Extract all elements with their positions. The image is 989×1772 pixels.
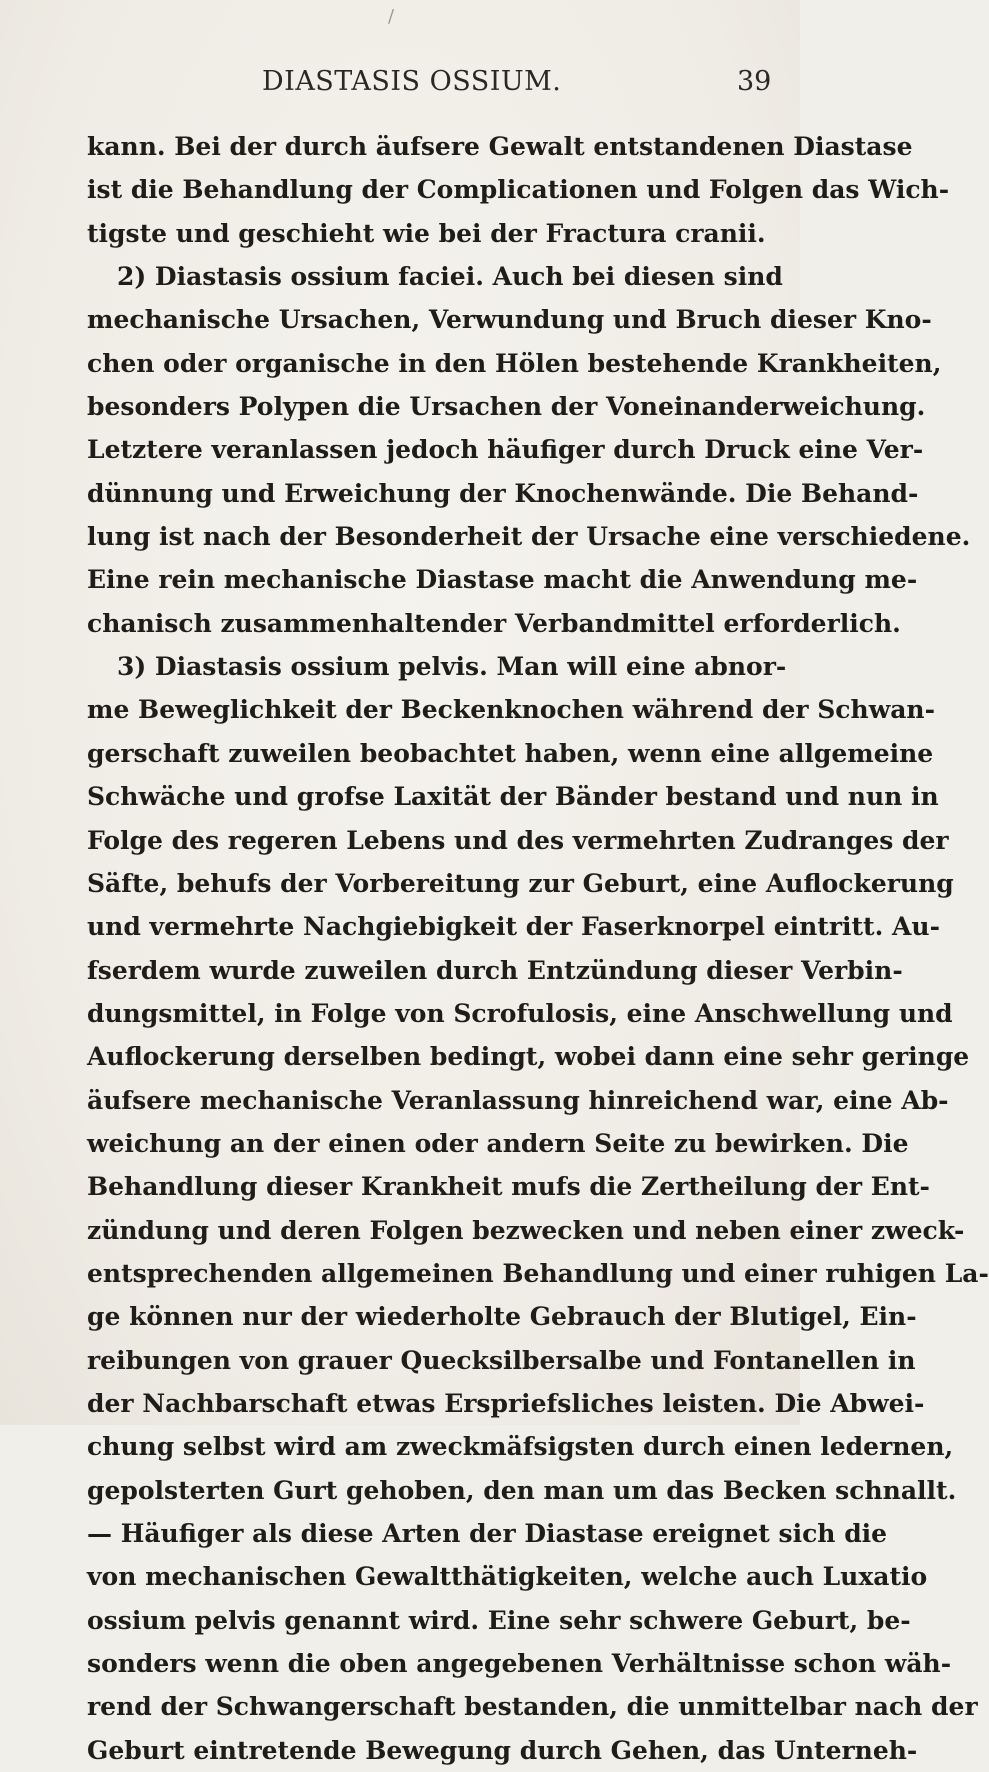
running-head: DIASTASIS OSSIUM. (262, 66, 562, 97)
text-line: der Nachbarschaft etwas Erspriefsliches leisten. Die Abwei- (87, 1388, 925, 1418)
text-line: chen oder organische in den Hölen bestehende Krankheiten, (87, 348, 942, 378)
text-line: Geburt eintretende Bewegung durch Gehen, das Unterneh- (87, 1735, 918, 1765)
text-line: 3) Diastasis ossium pelvis. Man will eine abnor- (117, 652, 787, 682)
text-line: entsprechenden allgemeinen Behandlung und einer ruhigen La- (87, 1258, 989, 1288)
text-line: chung selbst wird am zweckmäfsigsten durch einen ledernen, (87, 1432, 954, 1462)
text-line: dünnung und Erweichung der Knochenwände. Die Behand- (87, 478, 919, 508)
body-text (87, 125, 989, 1772)
text-line: besonders Polypen die Ursachen der Voneinanderweichung. (87, 392, 926, 422)
text-line: ossium pelvis genannt wird. Eine sehr schwere Geburt, be- (87, 1605, 911, 1635)
text-line: weichung an der einen oder andern Seite zu bewirken. Die (87, 1128, 909, 1158)
text-line: chanisch zusammenhaltender Verbandmittel erforderlich. (87, 608, 901, 638)
text-line: rend der Schwangerschaft bestanden, die unmittelbar nach der (87, 1692, 978, 1722)
text-line: fserdem wurde zuweilen durch Entzündung dieser Verbin- (87, 955, 903, 985)
text-line: und vermehrte Nachgiebigkeit der Faserknorpel eintritt. Au- (87, 912, 940, 942)
text-line: Behandlung dieser Krankheit mufs die Zertheilung der Ent- (87, 1172, 930, 1202)
page-number: 39 (737, 66, 772, 97)
text-line: tigste und geschieht wie bei der Fractura cranii. (87, 218, 766, 248)
text-line: lung ist nach der Besonderheit der Ursache eine verschiedene. (87, 522, 971, 552)
text-line: äufsere mechanische Veranlassung hinreichend war, eine Ab- (87, 1085, 949, 1115)
text-line: Eine rein mechanische Diastase macht die Anwendung me- (87, 565, 918, 595)
text-line: gerschaft zuweilen beobachtet haben, wenn eine allgemeine (87, 738, 934, 768)
text-line: gepolsterten Gurt gehoben, den man um das Becken schnallt. (87, 1475, 957, 1505)
text-line: ist die Behandlung der Complicationen und Folgen das Wich- (87, 175, 950, 205)
text-line: Säfte, behufs der Vorbereitung zur Geburt, eine Auflockerung (87, 868, 954, 898)
text-line: Schwäche und grofse Laxität der Bänder bestand und nun in (87, 782, 939, 812)
text-line: 2) Diastasis ossium faciei. Auch bei diesen sind (117, 262, 783, 292)
text-line: me Beweglichkeit der Beckenknochen während der Schwan- (87, 695, 935, 725)
text-line: Auflockerung derselben bedingt, wobei dann eine sehr geringe (87, 1042, 970, 1072)
text-line: kann. Bei der durch äufsere Gewalt entstandenen Diastase (87, 132, 913, 161)
text-line: von mechanischen Gewaltthätigkeiten, welche auch Luxatio (87, 1562, 928, 1592)
text-line: Folge des regeren Lebens und des vermehrten Zudranges der (87, 825, 949, 855)
text-line: ge können nur der wiederholte Gebrauch der Blutigel, Ein- (87, 1302, 917, 1332)
page-corner-mark: / (388, 6, 395, 27)
text-line: reibungen von grauer Quecksilbersalbe und Fontanellen in (87, 1345, 916, 1375)
text-line: sonders wenn die oben angegebenen Verhältnisse schon wäh- (87, 1649, 952, 1679)
text-line: Letztere veranlassen jedoch häufiger durch Druck eine Ver- (87, 435, 924, 465)
page-header (0, 66, 800, 106)
text-line: zündung und deren Folgen bezwecken und neben einer zweck- (87, 1215, 965, 1245)
text-line: dungsmittel, in Folge von Scrofulosis, eine Anschwellung und (87, 998, 953, 1028)
text-line: — Häufiger als diese Arten der Diastase ereignet sich die (87, 1519, 888, 1548)
text-line: mechanische Ursachen, Verwundung und Bruch dieser Kno- (87, 305, 932, 335)
